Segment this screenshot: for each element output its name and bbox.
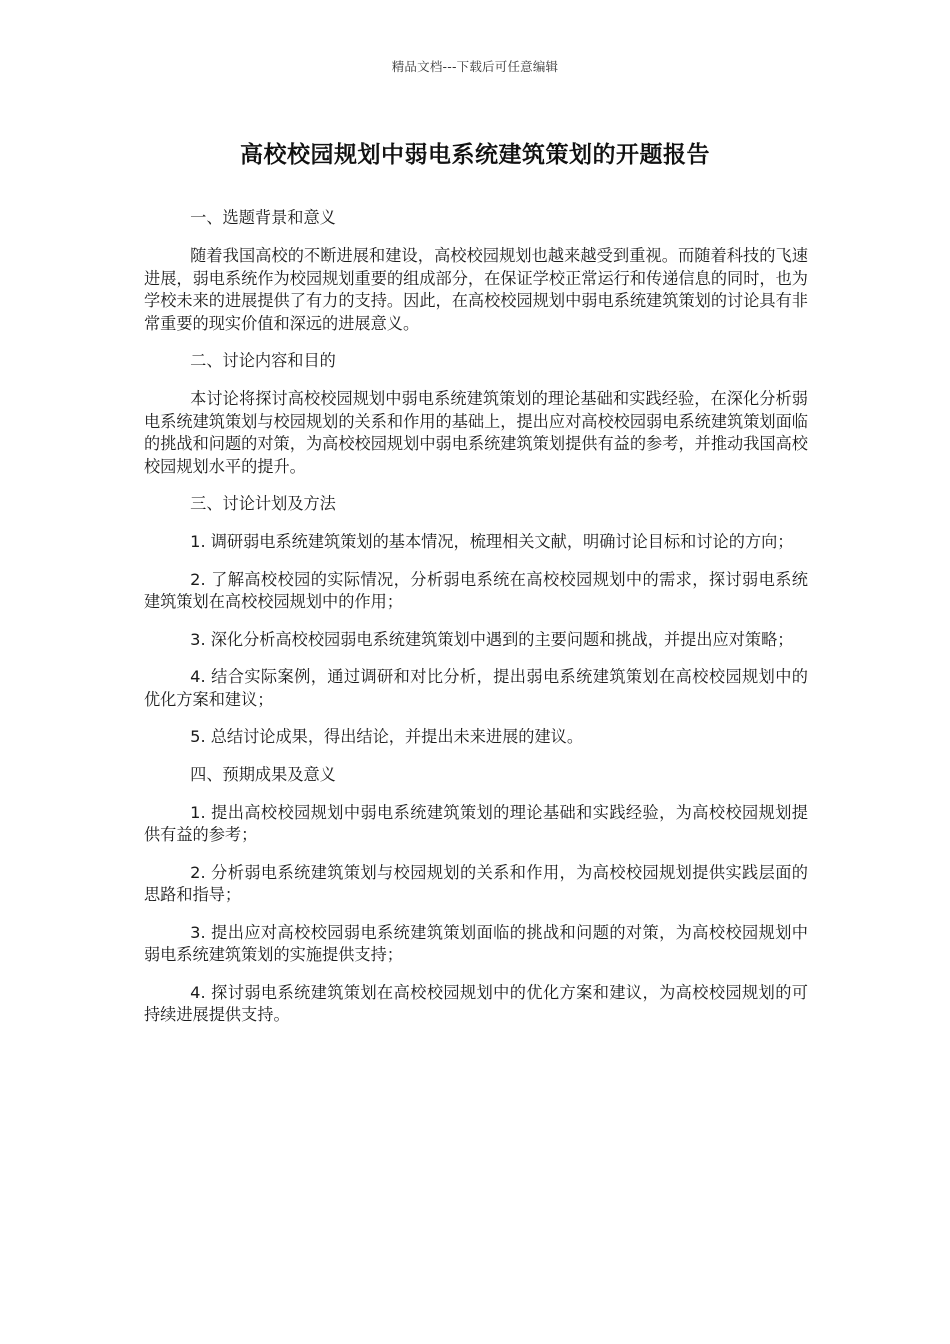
section-heading-expected-results: 四、预期成果及意义 (190, 764, 336, 784)
document-body (144, 207, 808, 1042)
list-item-plan-4: 4. 结合实际案例，通过调研和对比分析，提出弱电系统建筑策划在高校校园规划中的优化方案和建议； (144, 667, 808, 709)
paragraph-content-purpose: 本讨论将探讨高校校园规划中弱电系统建筑策划的理论基础和实践经验，在深化分析弱电系统建筑策划与校园规划的关系和作用的基础上，提出应对高校校园弱电系统建筑策划面临的挑战和问题的对策，为高校校园规划中弱电系统建筑策划提供有益的参考，并推动我国高校校园规划水平的提升。 (144, 389, 808, 476)
list-item-result-1: 1. 提出高校校园规划中弱电系统建筑策划的理论基础和实践经验，为高校校园规划提供有益的参考； (144, 802, 808, 844)
section-heading-plan-methods: 三、讨论计划及方法 (190, 494, 336, 513)
list-item-plan-5: 5. 总结讨论成果，得出结论，并提出未来进展的建议。 (190, 727, 584, 746)
header-note: 精品文档---下载后可任意编辑 (391, 59, 559, 74)
list-item-result-2: 2. 分析弱电系统建筑策划与校园规划的关系和作用，为高校校园规划提供实践层面的思路和指导； (144, 862, 808, 904)
paragraph-background: 随着我国高校的不断进展和建设，高校校园规划也越来越受到重视。而随着科技的飞速进展，弱电系统作为校园规划重要的组成部分，在保证学校正常运行和传递信息的同时，也为学校未来的进展提供了有力的支持。因此，在高校校园规划中弱电系统建筑策划的讨论具有非常重要的现实价值和深远的进展意义。 (144, 246, 808, 333)
list-item-plan-2: 2. 了解高校校园的实际情况，分析弱电系统在高校校园规划中的需求，探讨弱电系统建筑策划在高校校园规划中的作用； (144, 569, 808, 611)
list-item-result-3: 3. 提出应对高校校园弱电系统建筑策划面临的挑战和问题的对策，为高校校园规划中弱电系统建筑策划的实施提供支持； (144, 922, 808, 964)
list-item-plan-1: 1. 调研弱电系统建筑策划的基本情况，梳理相关文献，明确讨论目标和讨论的方向； (190, 532, 794, 551)
list-item-result-4: 4. 探讨弱电系统建筑策划在高校校园规划中的优化方案和建议，为高校校园规划的可持续进展提供支持。 (144, 982, 808, 1024)
list-item-plan-3: 3. 深化分析高校校园弱电系统建筑策划中遇到的主要问题和挑战，并提出应对策略； (190, 629, 794, 649)
section-heading-background: 一、选题背景和意义 (190, 208, 336, 227)
section-heading-content-purpose: 二、讨论内容和目的 (190, 351, 336, 370)
document-title: 高校校园规划中弱电系统建筑策划的开题报告 (240, 142, 710, 168)
